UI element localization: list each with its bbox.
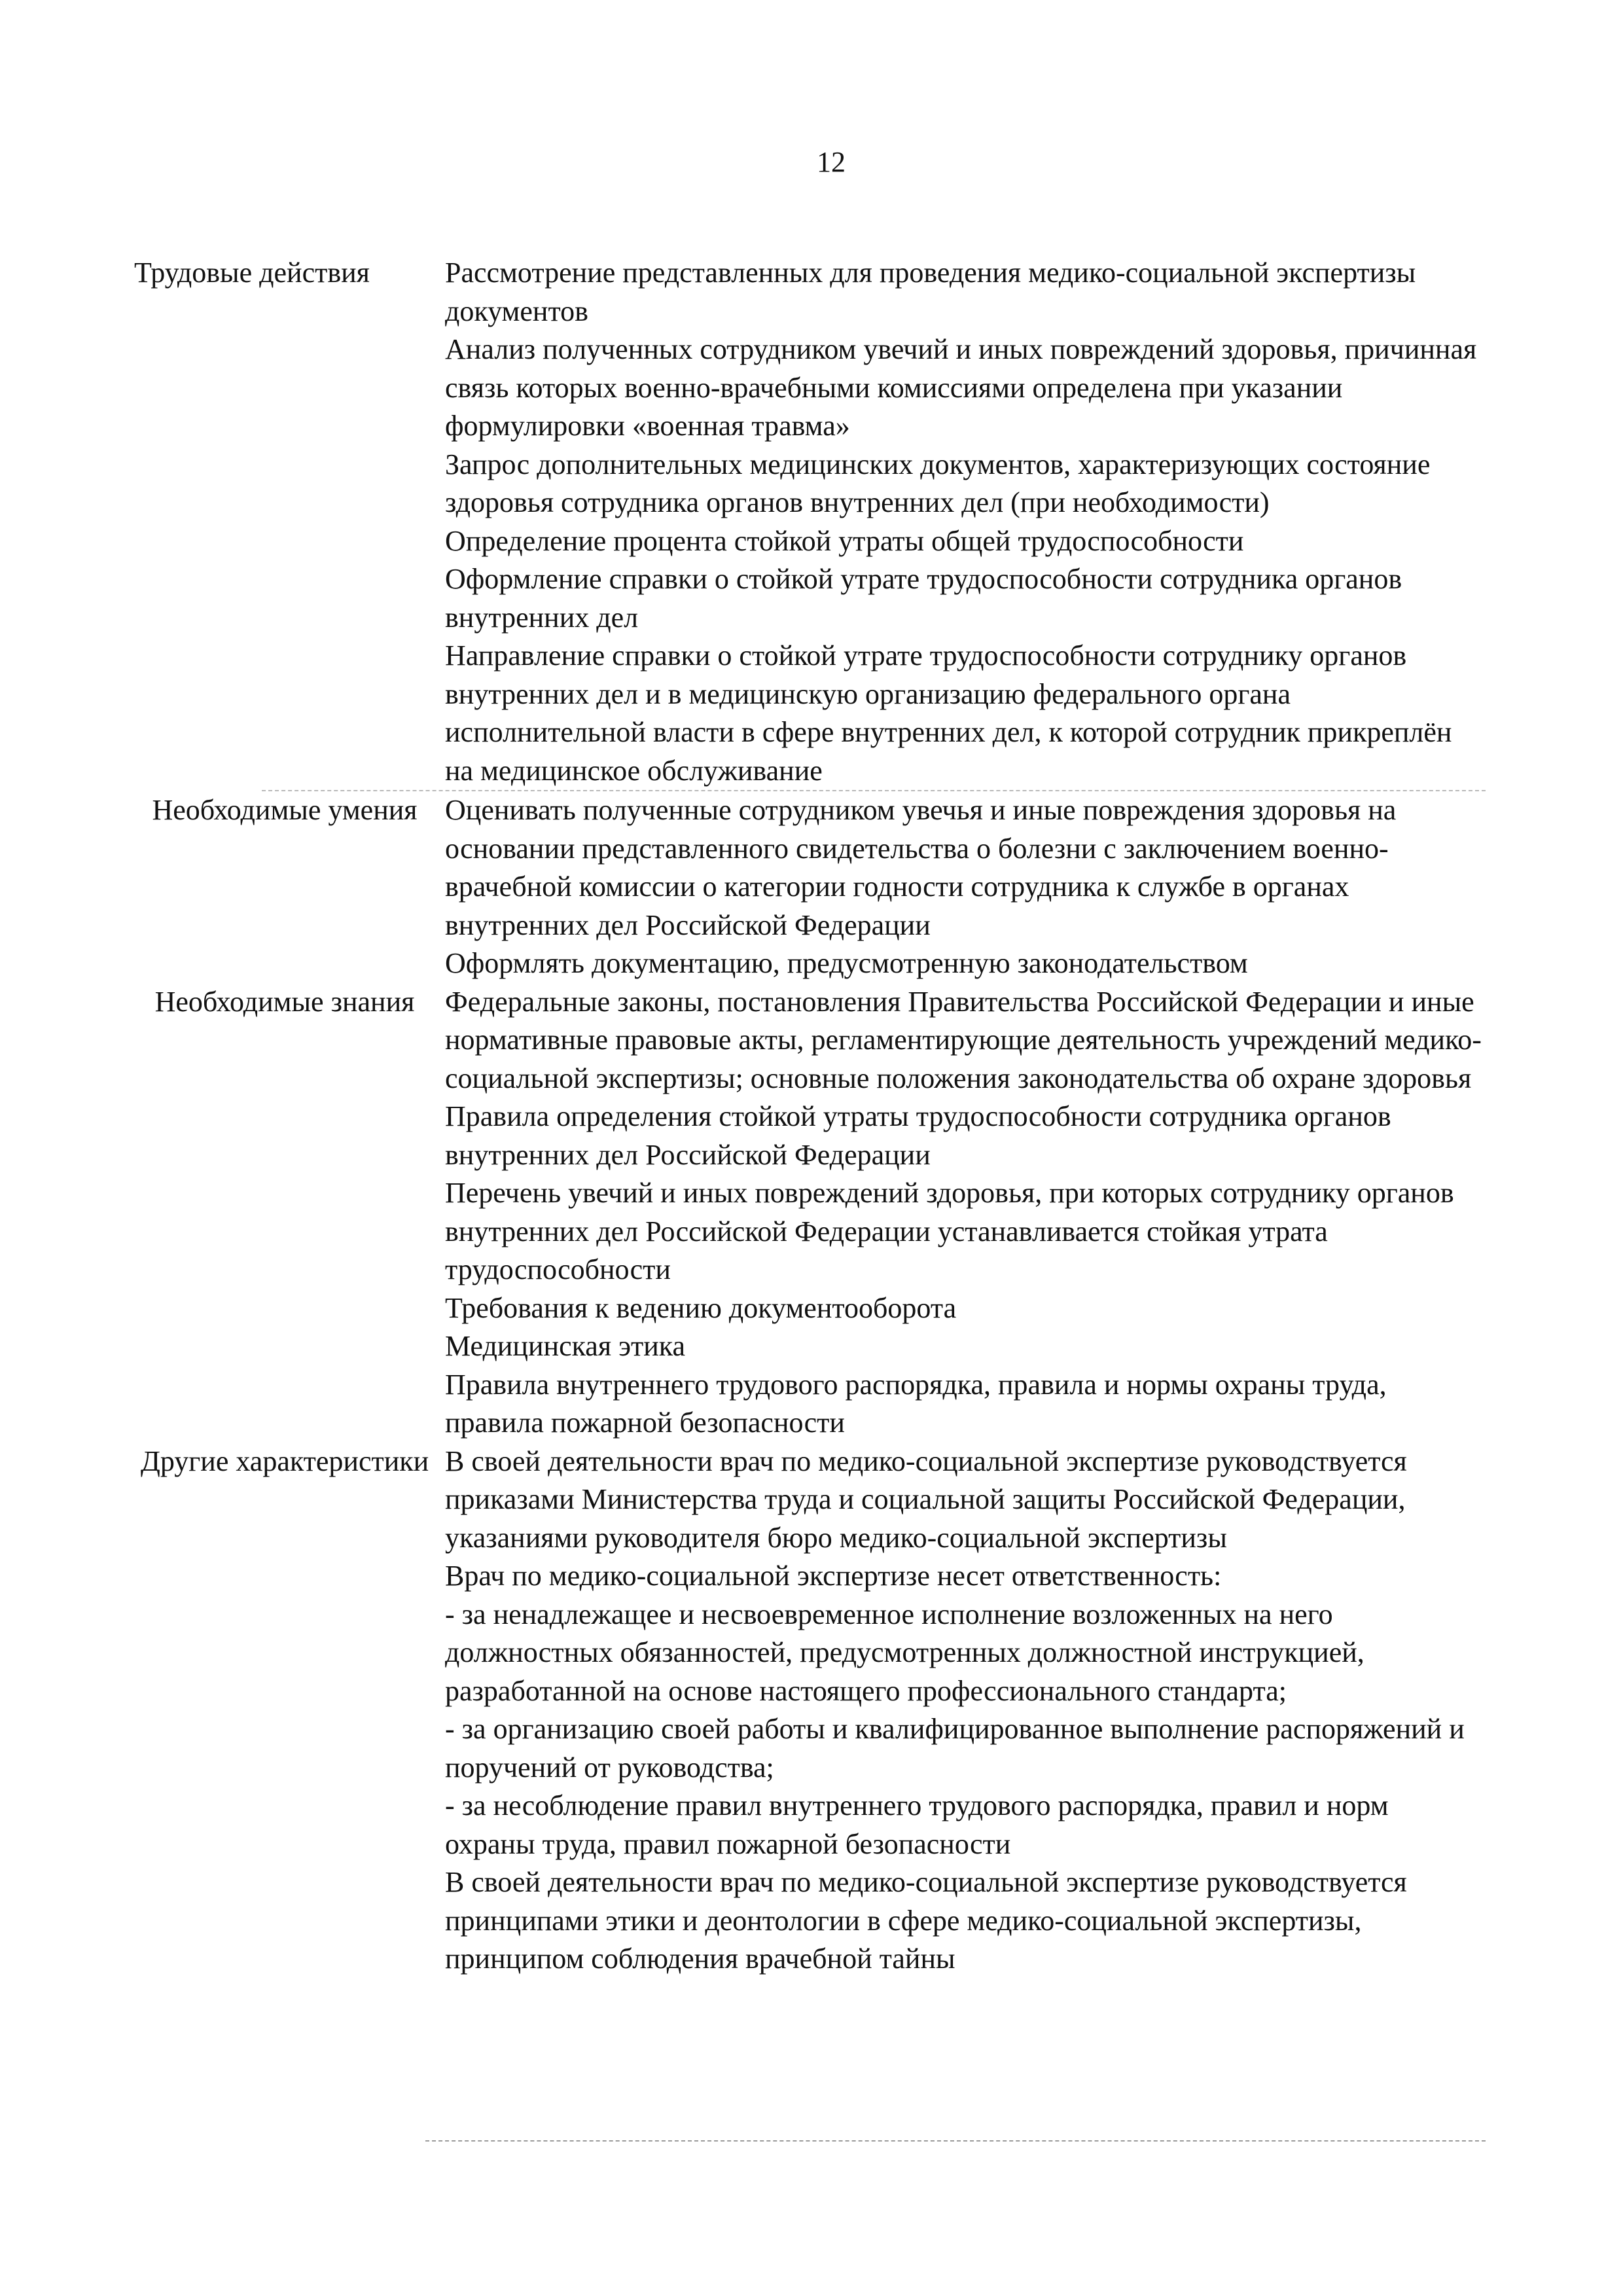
- standard-table: [124, 254, 1486, 1979]
- section-content: [445, 1443, 1486, 1979]
- section-item: Правила определения стойкой утраты трудоспособности сотрудника органов внутренних дел Российской Федерации: [445, 1100, 1391, 1171]
- section-item: Федеральные законы, постановления Правительства Российской Федерации и иные нормативные правовые акты, регламентирующие деятельность учреждений медико-социальной экспертизы; основные положения законодательства об охране здоровья: [445, 985, 1482, 1094]
- section-item: Медицинская этика: [445, 1330, 685, 1362]
- section-content: [445, 983, 1486, 1443]
- section-label: Трудовые действия: [134, 257, 370, 289]
- section-item: - за ненадлежащее и несвоевременное исполнение возложенных на него должностных обязанностей, предусмотренных должностной инструкцией, разработанной на основе настоящего профессионального стандарта;: [445, 1598, 1364, 1707]
- section-labor-actions: [124, 254, 1486, 790]
- section-item: Рассмотрение представленных для проведения медико-социальной экспертизы документов: [445, 257, 1416, 327]
- section-label: Необходимые умения: [152, 794, 418, 826]
- section-content: [445, 254, 1486, 790]
- section-item: Запрос дополнительных медицинских документов, характеризующих состояние здоровья сотрудника органов внутренних дел (при необходимости): [445, 448, 1431, 518]
- section-item: Перечень увечий и иных повреждений здоровья, при которых сотруднику органов внутренних дел Российской Федерации устанавливается стойкая утрата трудоспособности: [445, 1177, 1454, 1285]
- page-number: 12: [817, 146, 846, 178]
- section-label: Необходимые знания: [154, 985, 415, 1018]
- section-label: Другие характеристики: [140, 1444, 429, 1477]
- section-item: Определение процента стойкой утраты общей трудоспособности: [445, 524, 1244, 557]
- section-required-skills: [124, 791, 1486, 983]
- section-item: В своей деятельности врач по медико-социальной экспертизе руководствуется приказами Министерства труда и социальной защиты Российской Федерации, указаниями руководителя бюро медико-социальной экспертизы: [445, 1444, 1407, 1554]
- section-other-characteristics: [124, 1443, 1486, 1979]
- section-item: Правила внутреннего трудового распорядка, правила и нормы охраны труда, правила пожарной безопасности: [445, 1368, 1387, 1439]
- section-item: В своей деятельности врач по медико-социальной экспертизе руководствуется принципами этики и деонтологии в сфере медико-социальной экспертизы, принципом соблюдения врачебной тайны: [445, 1866, 1407, 1975]
- section-item: Оформление справки о стойкой утрате трудоспособности сотрудника органов внутренних дел: [445, 563, 1402, 634]
- section-item: Оценивать полученные сотрудником увечья и иные повреждения здоровья на основании представленного свидетельства о болезни с заключением военно-врачебной комиссии о категории годности сотрудника к службе в органах внутренних дел Российской Федерации: [445, 794, 1397, 941]
- section-item: Направление справки о стойкой утрате трудоспособности сотруднику органов внутренних дел и в медицинскую организацию федерального органа исполнительной власти в сфере внутренних дел, к которой сотрудник прикреплён на медицинское обслуживание: [445, 639, 1452, 787]
- section-item: Анализ полученных сотрудником увечий и иных повреждений здоровья, причинная связь которых военно-врачебными комиссиями определена при указании формулировки «военная травма»: [445, 333, 1477, 442]
- section-content: [445, 791, 1486, 983]
- section-item: Оформлять документацию, предусмотренную законодательством: [445, 947, 1248, 979]
- section-required-knowledge: [124, 983, 1486, 1443]
- section-item: - за несоблюдение правил внутреннего трудового распорядка, правил и норм охраны труда, правил пожарной безопасности: [445, 1789, 1389, 1860]
- section-item: - за организацию своей работы и квалифицированное выполнение распоряжений и поручений от руководства;: [445, 1713, 1465, 1784]
- section-item: Требования к ведению документооборота: [445, 1291, 957, 1324]
- section-item: Врач по медико-социальной экспертизе несет ответственность:: [445, 1560, 1222, 1592]
- table-bottom-border: [425, 2140, 1486, 2142]
